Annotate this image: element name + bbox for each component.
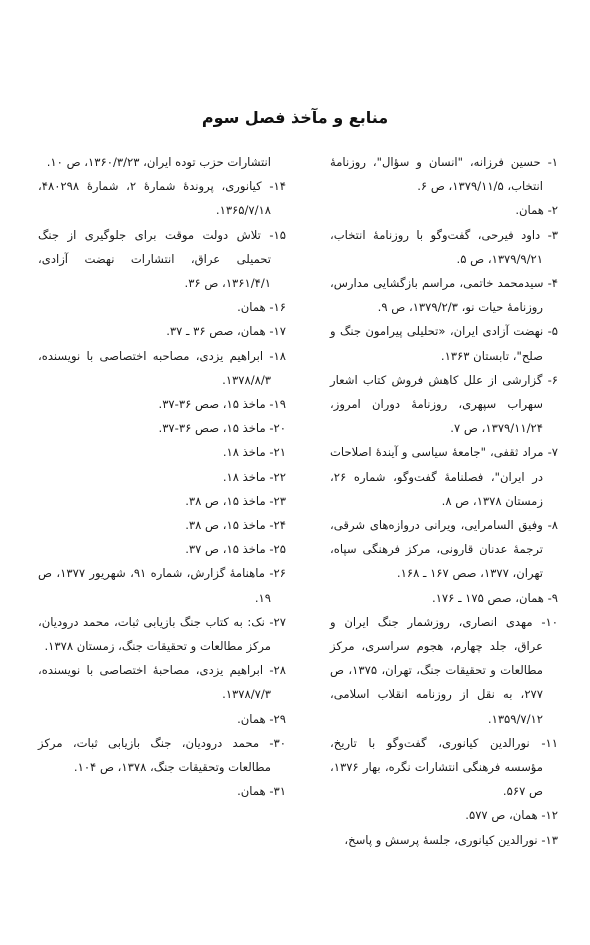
reference-entry: ۵- نهضت آزادی ایران، «تحلیلی پیرامون جنگ و صلح"، تابستان ۱۳۶۳.	[330, 324, 558, 363]
reference-entry: ۶- گزارشی از علل کاهش فروش کتاب اشعار سهراب سپهری، روزنامهٔ دوران امروز، ۱۳۷۹/۱۱/۲۴، ص ۷.	[330, 372, 558, 436]
reference-entry: ۸- وفیق السامرایی، ویرانی دروازه‌های شرقی، ترجمهٔ عدنان قارونی، مرکز فرهنگی سپاه، تهران، ۱۳۷۷، صص ۱۶۷ ـ ۱۶۸.	[330, 518, 558, 581]
reference-entry: ۲۲- ماخذ ۱۸.	[222, 469, 286, 484]
reference-entry: ۳۰- محمد درودیان، جنگ بازیابی ثبات، مرکز مطالعات وتحقیقات جنگ، ۱۳۷۸، ص ۱۰۴.	[38, 735, 286, 775]
chapter-references-title: منابع و مآخذ فصل سوم	[201, 108, 389, 127]
reference-entry: ۲- همان.	[515, 203, 558, 218]
reference-entry: ۲۰- ماخذ ۱۵، صص ۳۶-۳۷.	[158, 421, 286, 436]
reference-entry: ۱۵- تلاش دولت موقت برای جلوگیری از جنگ تحمیلی عراق، انتشارات نهضت آزادی، ۱۳۶۱/۴/۱، ص ۳۶.	[38, 227, 286, 291]
reference-entry: ۲۹- همان.	[237, 711, 286, 726]
reference-entry: ۲۳- ماخذ ۱۵، ص ۳۸.	[185, 493, 286, 508]
reference-entry: ۱۴- کیانوری، پروندهٔ شمارهٔ ۲، شمارهٔ ۴۸۰۲۹۸، ۱۳۶۵/۷/۱۸.	[38, 179, 286, 218]
reference-entry: ۲۱- ماخذ ۱۸.	[222, 445, 286, 460]
reference-entry: ۲۶- ماهنامهٔ گزارش، شماره ۹۱، شهریور ۱۳۷۷، ص ۱۹.	[38, 566, 286, 605]
reference-entry: ۱۶- همان.	[237, 300, 286, 315]
references-right-column	[330, 150, 558, 852]
reference-entry: ۲۵- ماخذ ۱۵، ص ۳۷.	[185, 542, 286, 557]
reference-entry: ۲۴- ماخذ ۱۵، ص ۳۸.	[185, 518, 286, 533]
reference-entry: ۷- مراد ثقفی، "جامعهٔ سیاسی و آیندهٔ اصلاحات در ایران"، فصلنامهٔ گفت‌وگو، شماره ۲۶، زمستان ۱۳۷۸، ص ۸.	[330, 445, 558, 508]
reference-entry: ۱- حسین فرزانه، "انسان و سؤال"، روزنامهٔ انتخاب، ۱۳۷۹/۱۱/۵، ص ۶.	[330, 155, 558, 194]
reference-entry: ۱۱- نورالدین کیانوری، گفت‌وگو با تاریخ، مؤسسه فرهنگی انتشارات نگره، بهار ۱۳۷۶، ص ۵۶۷.	[330, 735, 558, 799]
reference-entry-continuation: انتشارات حزب توده ایران، ۱۳۶۰/۳/۲۳، ص ۱۰.	[46, 155, 271, 169]
reference-entry: ۴- سیدمحمد خاتمی، مراسم بازگشایی مدارس، روزنامهٔ حیات نو، ۱۳۷۹/۲/۳، ص ۹.	[330, 276, 558, 315]
reference-entry: ۱۳- نورالدین کیانوری، جلسهٔ پرسش و پاسخ،	[344, 832, 558, 847]
reference-entry: ۱۷- همان، صص ۳۶ ـ ۳۷.	[166, 324, 286, 339]
references-left-column	[38, 150, 286, 803]
reference-entry: ۱۸- ابراهیم یزدی، مصاحبه اختصاصی با نویسنده، ۱۳۷۸/۸/۳.	[38, 348, 286, 387]
reference-entry: ۱۹- ماخذ ۱۵، صص ۳۶-۳۷.	[158, 397, 286, 412]
reference-entry: ۲۸- ابراهیم یزدی، مصاحبهٔ اختصاصی با نویسنده، ۱۳۷۸/۷/۳.	[38, 663, 286, 702]
reference-entry: ۱۰- مهدی انصاری، روزشمار جنگ ایران و عراق، جلد چهارم، هجوم سراسری، مرکز مطالعات و تحقیقات جنگ، تهران، ۱۳۷۵، ص ۲۷۷، به نقل از روزنامه انقلاب اسلامی، ۱۳۵۹/۷/۱۲.	[330, 614, 558, 726]
reference-entry: ۲۷- نک: به کتاب جنگ بازیابی ثبات، محمد درودیان، مرکز مطالعات و تحقیقات جنگ، زمستان ۱۳۷۸.	[38, 614, 286, 654]
reference-entry: ۱۲- همان، ص ۵۷۷.	[465, 808, 558, 823]
reference-entry: ۳- داود فیرحی، گفت‌وگو با روزنامهٔ انتخاب، ۱۳۷۹/۹/۲۱، ص ۵.	[330, 227, 558, 266]
reference-entry: ۳۱- همان.	[237, 784, 286, 799]
reference-entry: ۹- همان، صص ۱۷۵ ـ ۱۷۶.	[432, 590, 558, 605]
